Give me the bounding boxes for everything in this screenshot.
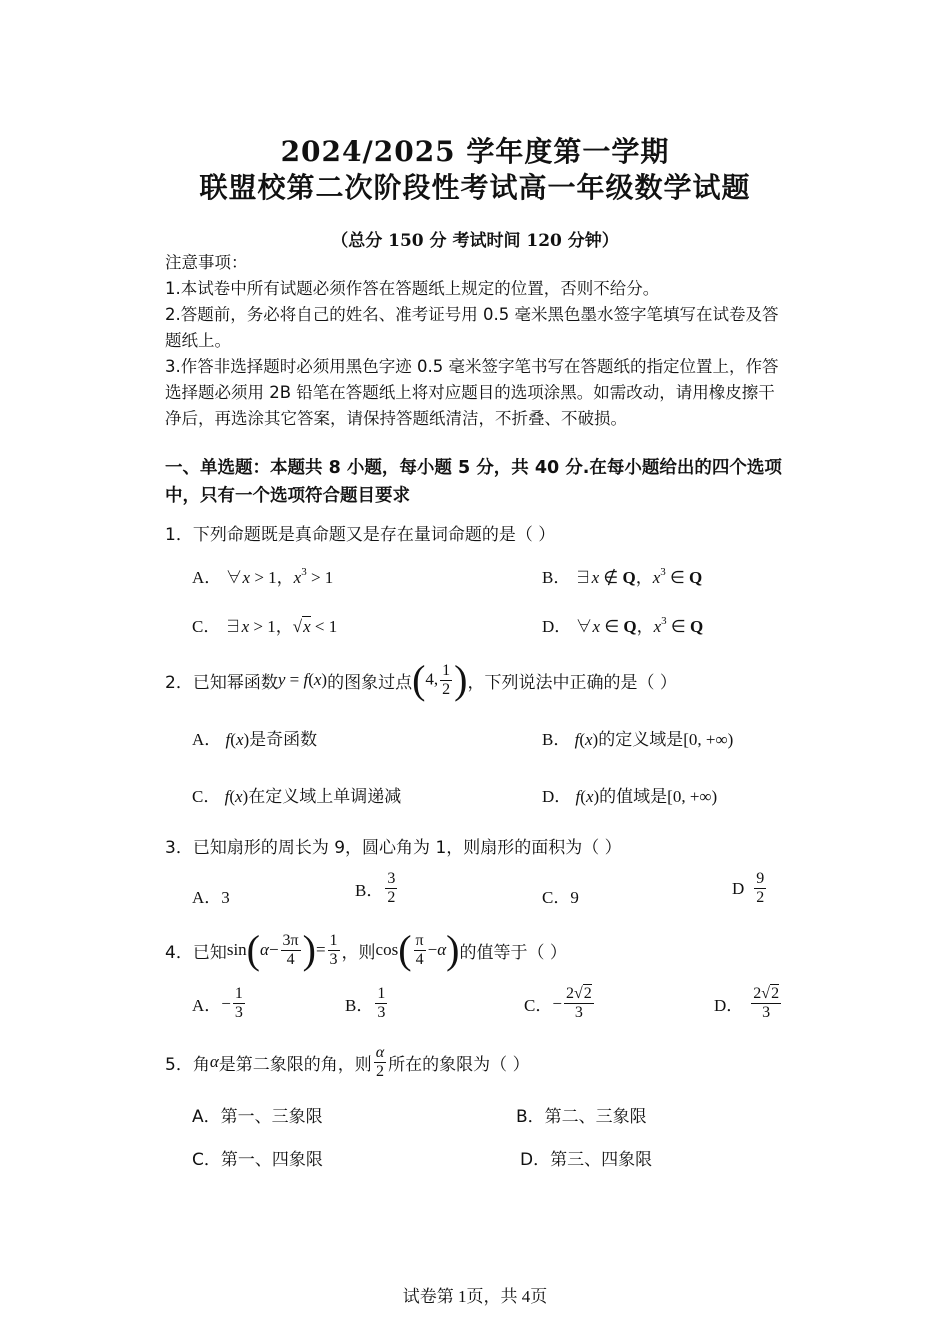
question-3-stem: 3．已知扇形的周长为 9，圆心角为 1，则扇形的面积为（ ） (165, 838, 622, 858)
option-b-text: 的定义域是 (598, 730, 684, 750)
question-2-option-a: A． f(x)是奇函数 (192, 730, 318, 750)
question-3-option-d: D $\frac{9}{2}$ (732, 870, 765, 906)
option-label: A． (192, 730, 222, 749)
option-label: D． (542, 617, 572, 636)
question-3-option-b: B． $\frac{3}{2}$ (355, 870, 396, 906)
option-c-math: ∃x > 1，√x < 1 (224, 617, 338, 636)
q2-stem-mid: 的图象过点 (327, 672, 413, 693)
question-2-option-d: D． f(x)的值域是[0, +∞) (542, 787, 718, 807)
question-1-stem: 1．下列命题既是真命题又是存在量词命题的是（ ） (165, 525, 556, 545)
option-label: A． (192, 568, 222, 587)
option-c-text: 在定义域上单调递减 (248, 787, 402, 807)
option-label: D (732, 878, 745, 898)
question-4-option-c: C． − $\frac{2√2}{3}$ (524, 985, 592, 1021)
question-4-option-d: D． $\frac{2√2}{3}$ (714, 985, 780, 1021)
q2-stem-pre: 2．已知幂函数 (165, 672, 278, 693)
question-4-stem: 4．已知 sin ( α − $\frac{3\pi}{4}$ ) = $\frac{1}{3}$ ，则 cos ( $\frac{\pi}{4}$ − α ) 的值等于（ ） (165, 927, 567, 972)
q4-stem-post: 的值等于（ ） (459, 942, 567, 963)
question-2-option-b: B． f(x)的定义域是[0, +∞) (542, 730, 734, 750)
question-5-stem: 5．角 α 是第二象限的角，则 $\frac{\alpha}{2}$ 所在的象限为（ ） (165, 1043, 530, 1080)
option-a-text: 是奇函数 (249, 730, 318, 750)
option-d-text: 的值域是 (599, 787, 668, 807)
option-label: C． (192, 787, 221, 806)
notes-heading: 注意事项： (165, 253, 248, 272)
question-2-stem: 2．已知幂函数 y = f(x) 的图象过点 ( 4, $\frac{1}{2}$ ) ，下列说法中正确的是（ ） (165, 657, 677, 702)
option-b-math: ∃x ∉ Q，$x^3$ ∈ Q (574, 566, 703, 587)
option-label: B． (355, 881, 384, 900)
option-label: B． (542, 730, 571, 749)
question-4-option-b: B． $\frac{1}{3}$ (345, 985, 386, 1021)
exam-title-line1: 2024/2025 学年度第一学期 (280, 135, 670, 168)
q5-stem-post: 所在的象限为（ ） (388, 1054, 530, 1075)
q5-stem-mid: 是第二象限的角，则 (218, 1054, 372, 1075)
question-2-option-c: C． f(x)在定义域上单调递减 (192, 787, 402, 807)
question-5-option-d: D．第三、四象限 (520, 1150, 653, 1170)
question-5-option-a: A．第一、三象限 (192, 1107, 323, 1127)
score-time-info: （总分 150 分 考试时间 120 分钟） (331, 231, 619, 251)
page-footer: 试卷第 1页，共 4页 (402, 1287, 548, 1306)
option-label: A． (192, 996, 222, 1015)
option-label: B． (542, 568, 571, 587)
question-1-option-d (542, 612, 703, 637)
question-3-option-c: C．9 (542, 888, 579, 907)
note-item-1: 1.本试卷中所有试题必须作答在答题纸上规定的位置，否则不给分。 (165, 279, 660, 298)
option-a-math: ∀x > 1，$x^3 > 1$ (225, 566, 334, 587)
section-heading-single-choice: 一、单选题：本题共 8 小题，每小题 5 分，共 40 分.在每小题给出的四个选项中，只有一个选项符合题目要求 (165, 458, 782, 506)
exam-title-line2: 联盟校第二次阶段性考试高一年级数学试题 (199, 171, 751, 204)
note-item-3: 3.作答非选择题时必须用黑色字迹 0.5 毫米签字笔书写在答题纸的指定位置上，作答选择题必须用 2B 铅笔在答题纸上将对应题目的选项涂黑。如需改动，请用橡皮擦干净后，再选涂其它答案，请保持答题纸清洁，不折叠、不破损。 (165, 357, 779, 428)
q2-function-expr: y = f(x) (277, 670, 328, 689)
question-5-option-b: B．第二、三象限 (516, 1107, 647, 1127)
question-1-option-c (192, 612, 337, 637)
option-d-math: ∀x ∈ Q，$x^3$ ∈ Q (575, 615, 704, 636)
option-label: D． (542, 787, 572, 806)
option-label: B． (345, 996, 374, 1015)
q2-point: 4, $\frac{1}{2}$ (425, 661, 451, 698)
option-label: D． (714, 996, 744, 1015)
question-5-option-c: C．第一、四象限 (192, 1150, 323, 1170)
q4-stem-pre: 4．已知 (165, 942, 227, 963)
option-label: C． (524, 996, 553, 1015)
question-3-option-a: A．3 (192, 888, 230, 907)
note-item-2: 2.答题前，务必将自己的姓名、准考证号用 0.5 毫米黑色墨水签字笔填写在试卷及答题纸上。 (165, 305, 779, 350)
q4-stem-mid: ，则 (341, 942, 376, 963)
q2-stem-post: ，下列说法中正确的是（ ） (467, 672, 677, 693)
q5-stem-pre: 5．角 (165, 1054, 210, 1075)
question-1-option-a (192, 563, 333, 588)
option-label: C． (192, 617, 221, 636)
question-4-option-a: A． − $\frac{1}{3}$ (192, 985, 243, 1021)
question-1-option-b (542, 563, 702, 588)
